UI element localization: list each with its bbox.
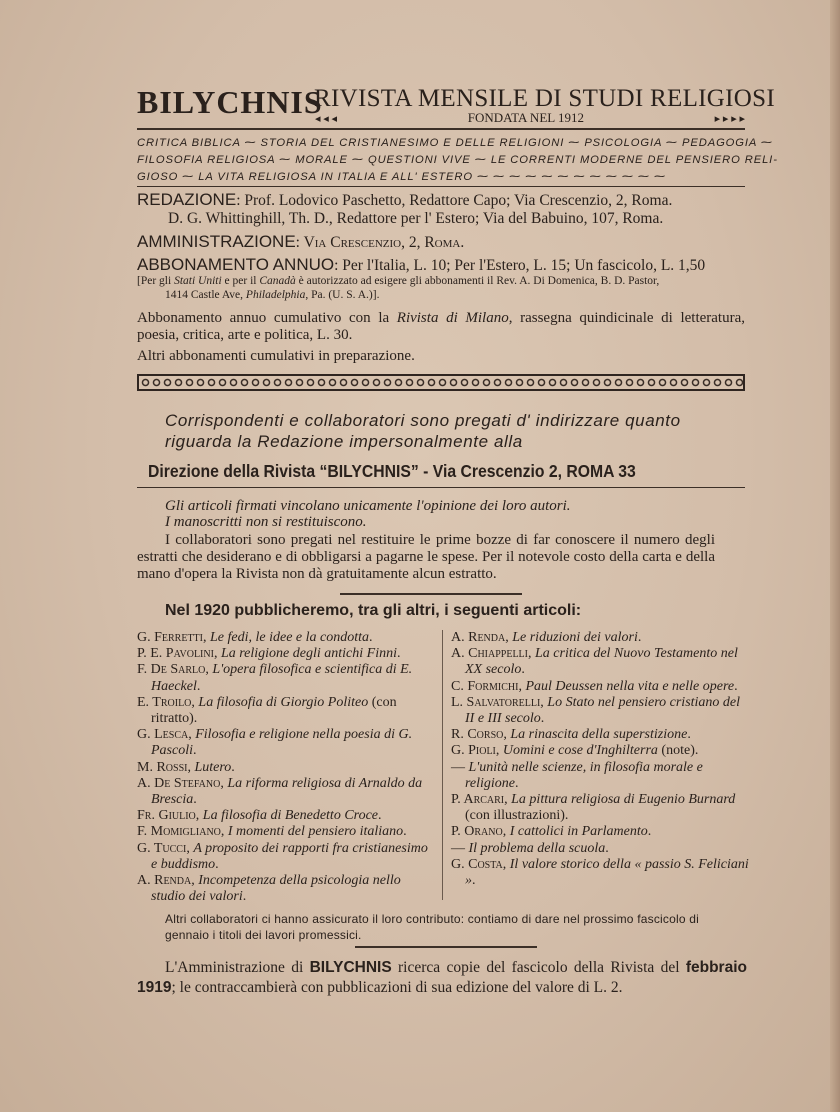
article-entry: [137, 727, 437, 759]
article-entry: [451, 646, 749, 678]
paper-edge: [830, 0, 840, 1112]
article-note: .: [734, 678, 738, 694]
article-entry: [451, 695, 749, 727]
note1-mid: e per il: [221, 275, 260, 287]
article-author: P. Arcari: [451, 792, 505, 808]
direzione-address: Direzione della Rivista “BILYCHNIS” - Via Crescenzio 2, ROMA 33: [148, 461, 636, 481]
article-entry: [137, 808, 437, 824]
article-title: Uomini e cose d'Inghilterra: [502, 743, 658, 759]
masthead-subtitle: RIVISTA MENSILE DI STUDI RELIGIOSI: [314, 85, 775, 112]
note1-usa: Stati Uniti: [174, 275, 222, 287]
article-entry: [451, 824, 749, 840]
article-entry: [451, 630, 749, 646]
abbonamento-note-1: [137, 275, 659, 287]
article-note: .: [637, 630, 642, 645]
article-entry: [137, 760, 437, 776]
article-entry: [451, 841, 749, 857]
article-author: L. Salvatorelli: [451, 694, 541, 710]
arrows-right: ▸ ▸ ▸ ▸: [714, 112, 745, 125]
ricerca-post: ; le contraccambierà con pubblicazioni di sua edizione del valore di L. 2.: [171, 979, 623, 996]
note1-post: è autorizzato ad esigere gli abbonamenti il Rev. A. Di Domenica, B. D. Pastor,: [295, 275, 660, 287]
article-note: .: [396, 646, 401, 662]
article-title: L'opera filosofica e scientifica di E. Haeckel: [151, 662, 413, 694]
article-title: Il valore storico della « passio S. Feliciani »: [465, 856, 749, 889]
article-separator: ,: [495, 743, 503, 759]
article-author: A. Renda: [137, 873, 192, 889]
article-author: A. Chiappelli: [451, 646, 528, 662]
article-separator: ,: [191, 694, 199, 710]
avviso-articoli-firmati: Gli articoli firmati vincolano unicamente l'opinione dei loro autori.: [165, 498, 571, 514]
article-separator: ,: [220, 775, 228, 791]
article-note: (note).: [657, 743, 699, 759]
ricerca-pre: L'Amministrazione di: [165, 959, 310, 976]
note2-pre: 1414 Castle Ave,: [165, 289, 246, 301]
article-title: Filosofia e religione nella poesia di G. Pascoli: [151, 727, 413, 759]
article-author: G. Costa: [451, 856, 503, 872]
article-entry: [451, 727, 749, 743]
article-title: La rinascita della superstizione: [510, 727, 688, 743]
redazione-text: : Prof. Lodovico Paschetto, Redattore Capo; Via Crescenzio, 2, Roma.: [236, 192, 673, 209]
masthead-founded: [315, 110, 745, 126]
article-title: Le fedi, le idee e la condotta: [210, 630, 370, 645]
note1-pre: [Per gli: [137, 275, 175, 287]
corrispondenti-line-2: riguarda la Redazione impersonalmente alla: [165, 432, 523, 451]
note2-city: Philadelphia: [245, 289, 306, 301]
articoli-right-column: [451, 630, 749, 889]
altri-collaboratori: Altri collaboratori ci hanno assicurato il loro contributo: contiamo di dare nel prossimo fascicolo di gennaio i titoli dei lavori promessici.: [165, 912, 699, 942]
article-note: (con illustrazioni).: [465, 808, 569, 824]
ricerca-date: febbraio 1919: [137, 959, 747, 996]
article-note: .: [193, 792, 197, 808]
articoli-heading: Nel 1920 pubblicheremo, tra gli altri, i seguenti articoli:: [165, 602, 582, 619]
direzione-rule: [137, 487, 745, 488]
article-separator: ,: [187, 759, 195, 775]
article-entry: [137, 695, 437, 727]
article-separator: ,: [502, 856, 510, 872]
note1-canada: Canadà: [259, 275, 296, 287]
column-divider: [442, 630, 443, 900]
topics-line-1: CRITICA BIBLICA ⁓ STORIA DEL CRISTIANESIMO E DELLE RELIGIONI ⁓ PSICOLOGIA ⁓ PEDAGOGIA ⁓: [137, 137, 773, 149]
article-separator: ,: [203, 630, 210, 645]
articoli-left-column: [137, 630, 437, 905]
article-title: L'unità nelle scienze, in filosofia morale e religione: [465, 759, 703, 791]
avviso-estratti: I collaboratori sono pregati nel restituire le prime bozze di far conoscere il numero degli estratti che desiderano e di obbligarsi a pagarne le spese. Per il notevole costo della carta e della mano d'opera la Rivista non dà gratuitamente alcun estratto.: [137, 532, 715, 582]
article-author: F. Momigliano: [137, 824, 221, 840]
article-note: .: [215, 856, 219, 872]
amministrazione-ricerca: [137, 958, 747, 998]
article-note: .: [242, 889, 247, 905]
article-author: G. Ferretti: [137, 630, 203, 645]
article-note: .: [378, 808, 382, 824]
article-note: .: [687, 727, 691, 743]
article-separator: ,: [518, 678, 526, 694]
cumulativo-paragraph: [137, 310, 745, 344]
ricerca-bilychnis: BILYCHNIS: [309, 959, 392, 976]
article-author: A. Renda: [451, 630, 506, 645]
article-author: E. Troilo: [137, 694, 192, 710]
amministrazione-text: : Via Crescenzio, 2, Roma.: [295, 234, 465, 251]
article-title: Paul Deussen nella vita e nelle opere: [525, 678, 735, 694]
article-note: (con ritratto).: [151, 694, 397, 727]
article-separator: ,: [220, 824, 228, 840]
article-title: Lo Stato nel pensiero cristiano del II e III secolo: [465, 694, 741, 727]
cumulativo-pre: Abbonamento annuo cumulativo con la: [137, 310, 397, 326]
article-separator: ,: [186, 840, 194, 856]
masthead-rule: [137, 128, 745, 130]
article-separator: ,: [528, 646, 535, 662]
altri-abbonamenti: Altri abbonamenti cumulativi in preparazione.: [137, 348, 415, 364]
article-entry: [451, 792, 749, 824]
redazione-estero: D. G. Whittinghill, Th. D., Redattore per l' Estero; Via del Babuino, 107, Roma.: [168, 210, 664, 227]
corrispondenti-line-1: Corrispondenti e collaboratori sono pregati d' indirizzare quanto: [165, 411, 681, 430]
article-title: La religione degli antichi Finni: [220, 646, 397, 662]
article-note: .: [605, 840, 609, 856]
article-entry: [451, 760, 749, 792]
article-title: La critica del Nuovo Testamento nel XX secolo: [465, 646, 738, 678]
article-author: Fr. Giulio: [137, 808, 196, 824]
article-note: .: [196, 678, 201, 694]
article-entry: [451, 743, 749, 759]
topics-line-2: FILOSOFIA RELIGIOSA ⁓ MORALE ⁓ QUESTIONI VIVE ⁓ LE CORRENTI MODERNE DEL PENSIERO RELI-: [137, 154, 778, 166]
article-title: A proposito dei rapporti fra cristianesimo e buddismo: [151, 840, 428, 872]
article-separator: ,: [540, 694, 548, 710]
article-separator: ,: [188, 727, 196, 743]
article-author: M. Rossi: [137, 759, 188, 775]
article-note: .: [540, 711, 545, 727]
article-separator: ,: [213, 646, 221, 662]
article-title: La filosofia di Benedetto Croce: [202, 808, 379, 824]
article-title: I momenti del pensiero italiano: [227, 824, 404, 840]
cumulativo-post: , rassegna quindicinale di letteratura, poesia, critica, arte e politica, L. 30.: [137, 310, 745, 343]
article-title: La riforma religiosa di Arnaldo da Brescia: [151, 775, 423, 808]
abbonamento-note-2: [165, 289, 379, 301]
article-title: Le riduzioni dei valori: [512, 630, 638, 645]
article-entry: [137, 630, 437, 646]
amministrazione-line: [137, 232, 464, 252]
abbonamento-label: ABBONAMENTO ANNUO: [137, 255, 335, 274]
article-author: G. Pioli: [451, 743, 496, 759]
article-author: R. Corso: [451, 727, 504, 743]
article-entry: [137, 824, 437, 840]
article-separator: ,: [503, 727, 511, 743]
article-title: Il problema della scuola: [468, 840, 606, 856]
ricerca-mid: ricerca copie del fascicolo della Rivista del: [391, 959, 686, 976]
article-note: .: [403, 824, 407, 840]
abbonamento-line: [137, 255, 705, 275]
article-entry: [451, 857, 749, 889]
article-author: —: [451, 759, 465, 775]
article-title: Incompetenza della psicologia nello studio dei valori: [151, 873, 401, 905]
article-title: La filosofia di Giorgio Politeo: [198, 694, 369, 710]
article-separator: ,: [502, 824, 510, 840]
article-note: .: [193, 743, 197, 759]
masthead-title: BILYCHNIS: [137, 84, 323, 120]
article-title: Lutero: [194, 759, 232, 775]
article-entry: [137, 841, 437, 873]
article-note: .: [231, 759, 235, 775]
avviso-manoscritti: I manoscritti non si restituiscono.: [165, 514, 367, 530]
topics-rule: [137, 186, 745, 187]
article-title: La pittura religiosa di Eugenio Burnard: [511, 792, 736, 808]
ornamental-border: [137, 374, 745, 391]
article-note: .: [515, 775, 519, 791]
arrows-left: ◂ ◂ ◂: [315, 112, 338, 125]
article-author: C. Formichi: [451, 678, 519, 694]
article-author: A. De Stefano: [137, 775, 221, 791]
article-author: G. Lesca: [137, 727, 189, 743]
article-entry: [137, 776, 437, 808]
article-entry: [137, 646, 437, 662]
article-separator: ,: [505, 630, 513, 645]
article-entry: [137, 662, 437, 694]
article-entry: [451, 679, 749, 695]
article-author: P. E. Pavolini: [137, 646, 214, 662]
redazione-line: [137, 190, 672, 210]
article-separator: ,: [205, 662, 213, 678]
article-author: F. De Sarlo: [137, 662, 206, 678]
note2-post: , Pa. (U. S. A.)].: [305, 289, 380, 301]
founded-text: FONDATA NEL 1912: [467, 110, 584, 125]
article-separator: ,: [504, 792, 512, 808]
section-rule: [340, 593, 522, 595]
amministrazione-label: AMMINISTRAZIONE: [137, 232, 296, 251]
article-title: I cattolici in Parlamento: [509, 824, 648, 840]
article-note: .: [472, 873, 476, 889]
article-note: .: [647, 824, 652, 840]
cumulativo-rivista: Rivista di Milano: [396, 310, 509, 326]
footer-rule: [355, 946, 537, 948]
redazione-label: REDAZIONE: [137, 190, 237, 209]
article-note: .: [521, 662, 525, 678]
article-author: G. Tucci: [137, 840, 187, 856]
article-author: P. Orano: [451, 824, 503, 840]
article-separator: ,: [191, 873, 199, 889]
article-entry: [137, 873, 437, 905]
abbonamento-text: : Per l'Italia, L. 10; Per l'Estero, L. 15; Un fascicolo, L. 1,50: [334, 257, 706, 274]
article-author: —: [451, 840, 465, 856]
article-separator: ,: [195, 808, 203, 824]
article-note: .: [369, 630, 373, 645]
topics-line-3: GIOSO ⁓ LA VITA RELIGIOSA IN ITALIA E ALL' ESTERO ⁓ ⁓ ⁓ ⁓ ⁓ ⁓ ⁓ ⁓ ⁓ ⁓ ⁓ ⁓: [137, 171, 667, 183]
